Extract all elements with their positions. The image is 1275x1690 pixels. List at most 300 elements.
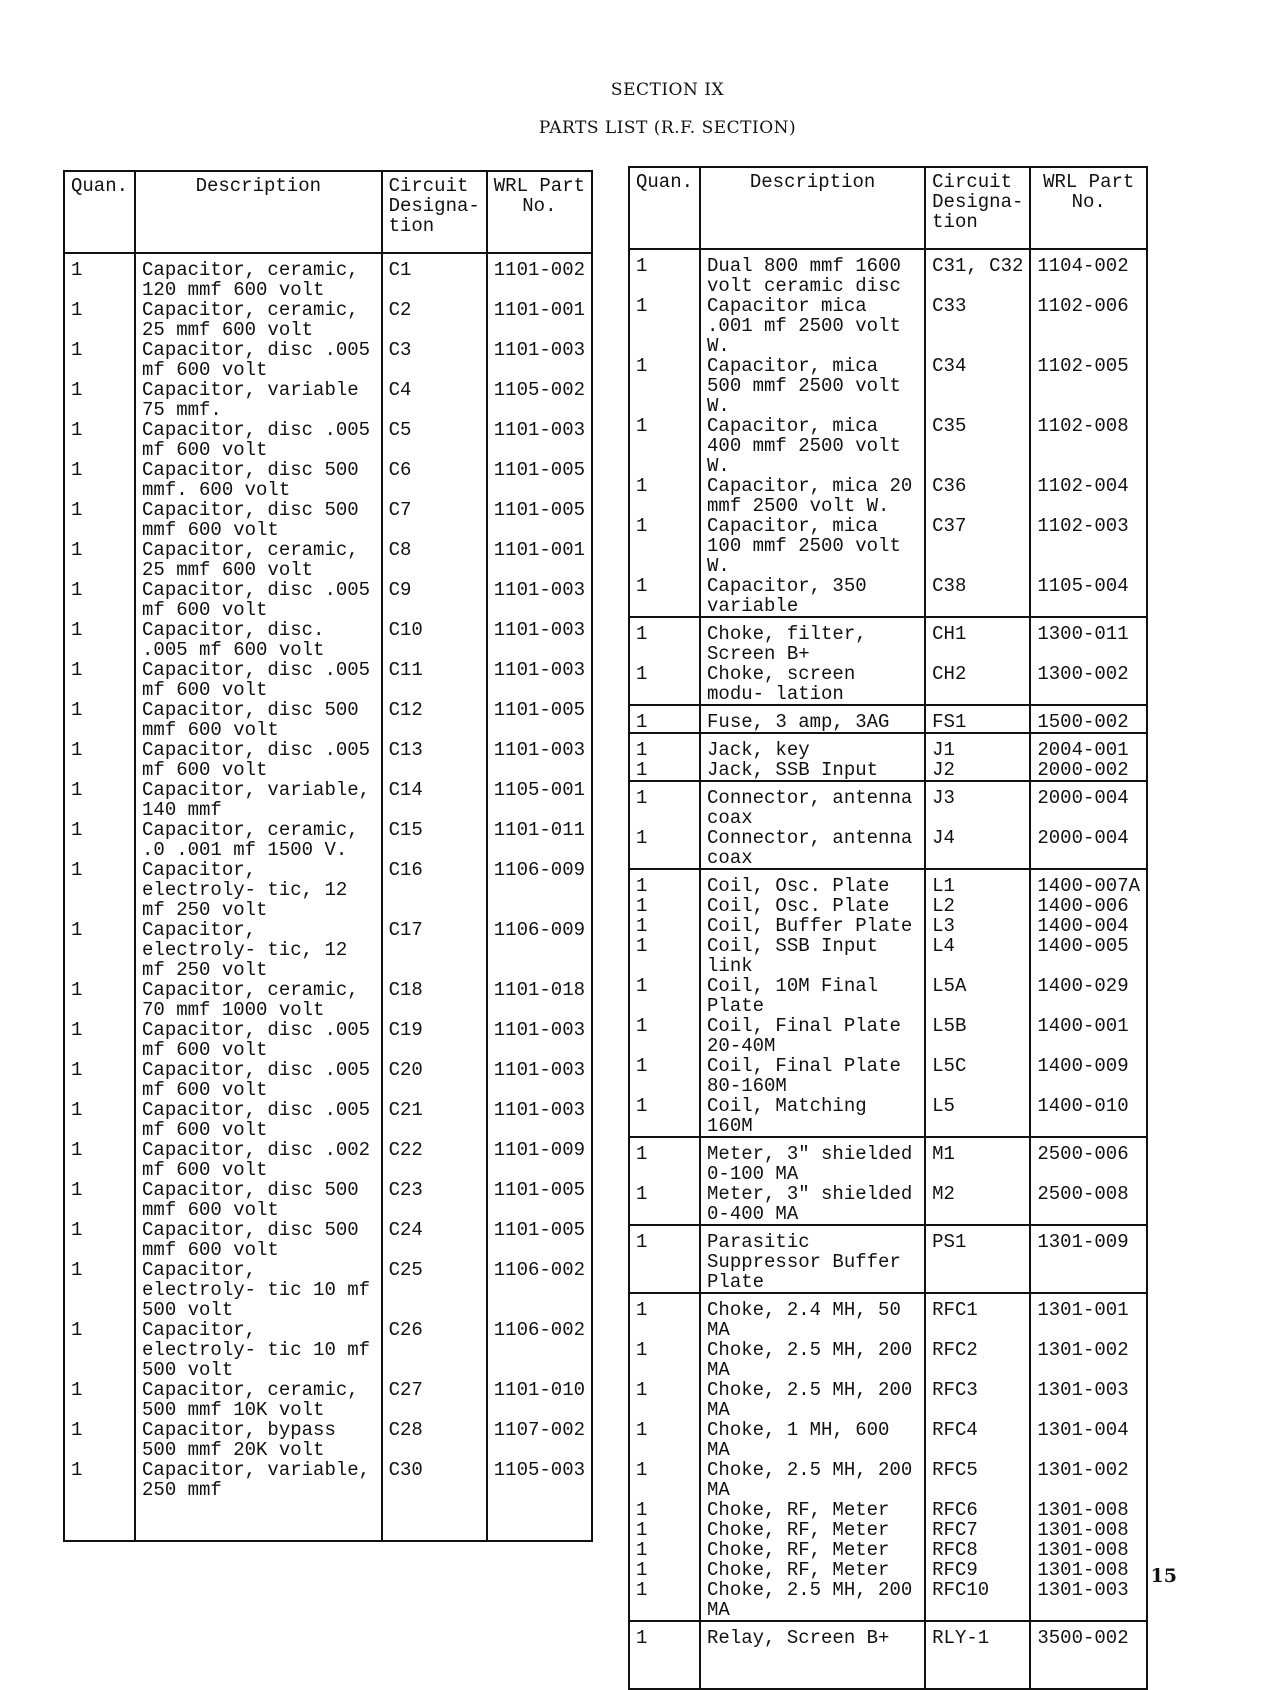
circuit-designation-cell: M1: [925, 1137, 1030, 1184]
part-number-cell: 2000-004: [1030, 781, 1147, 828]
part-number-cell: 1102-003: [1030, 516, 1147, 576]
part-number-cell: 1400-007A: [1030, 869, 1147, 896]
description-cell: Capacitor, ceramic, 500 mmf 10K volt: [135, 1380, 382, 1420]
circuit-designation-cell: L5C: [925, 1056, 1030, 1096]
description-cell: Choke, RF, Meter: [700, 1560, 925, 1580]
part-number-cell: 1101-005: [487, 500, 592, 540]
parts-table-right: [628, 166, 1148, 1690]
circuit-designation-cell: C28: [382, 1420, 487, 1460]
quantity-cell: 1: [629, 1016, 700, 1056]
table-row: [629, 976, 1147, 1016]
quantity-cell: 1: [629, 356, 700, 416]
part-number-cell: 1300-011: [1030, 617, 1147, 664]
part-number-cell: 1301-008: [1030, 1520, 1147, 1540]
description-cell: Capacitor, ceramic, 25 mmf 600 volt: [135, 300, 382, 340]
quantity-cell: 1: [64, 1100, 135, 1140]
quantity-cell: 1: [629, 1380, 700, 1420]
table-row: [629, 1096, 1147, 1137]
description-cell: Capacitor, disc .002 mf 600 volt: [135, 1140, 382, 1180]
circuit-designation-cell: C5: [382, 420, 487, 460]
table-row: [629, 1500, 1147, 1520]
quantity-cell: 1: [64, 780, 135, 820]
circuit-designation-cell: C12: [382, 700, 487, 740]
description-cell: Coil, 10M Final Plate: [700, 976, 925, 1016]
quantity-cell: 1: [64, 700, 135, 740]
circuit-designation-cell: C37: [925, 516, 1030, 576]
circuit-designation-cell: C23: [382, 1180, 487, 1220]
circuit-designation-cell: L2: [925, 896, 1030, 916]
quantity-cell: 1: [629, 664, 700, 705]
quantity-cell: 1: [629, 828, 700, 869]
part-number-cell: 1301-008: [1030, 1540, 1147, 1560]
circuit-designation-cell: RFC5: [925, 1460, 1030, 1500]
circuit-designation-cell: J4: [925, 828, 1030, 869]
circuit-designation-cell: M2: [925, 1184, 1030, 1225]
description-cell: Parasitic Suppressor Buffer Plate: [700, 1225, 925, 1293]
circuit-designation-cell: RFC4: [925, 1420, 1030, 1460]
parts-table-right-body: [629, 249, 1147, 1689]
part-number-cell: 1300-002: [1030, 664, 1147, 705]
table-row: [629, 869, 1147, 896]
quantity-cell: 1: [64, 1020, 135, 1060]
circuit-designation-cell: C17: [382, 920, 487, 980]
description-cell: Capacitor, mica 400 mmf 2500 volt W.: [700, 416, 925, 476]
part-number-cell: 1101-011: [487, 820, 592, 860]
table-row: [64, 660, 592, 700]
quantity-cell: 1: [629, 916, 700, 936]
quantity-cell: 1: [64, 540, 135, 580]
quantity-cell: 1: [64, 820, 135, 860]
part-number-cell: 1106-009: [487, 860, 592, 920]
table-row: [629, 664, 1147, 705]
quantity-cell: 1: [64, 420, 135, 460]
col-header-description: Description: [700, 167, 925, 249]
circuit-designation-cell: RFC9: [925, 1560, 1030, 1580]
table-row: [629, 1520, 1147, 1540]
description-cell: Choke, RF, Meter: [700, 1500, 925, 1520]
part-number-cell: 1102-004: [1030, 476, 1147, 516]
table-row: [629, 617, 1147, 664]
description-cell: Capacitor, disc. .005 mf 600 volt: [135, 620, 382, 660]
part-number-cell: 2500-006: [1030, 1137, 1147, 1184]
part-number-cell: 1400-029: [1030, 976, 1147, 1016]
table-row: [629, 576, 1147, 617]
description-cell: Capacitor, variable 75 mmf.: [135, 380, 382, 420]
circuit-designation-cell: FS1: [925, 705, 1030, 733]
table-row: [64, 1060, 592, 1100]
description-cell: Capacitor, disc .005 mf 600 volt: [135, 420, 382, 460]
section-heading: SECTION IX: [610, 80, 725, 100]
circuit-designation-cell: RFC8: [925, 1540, 1030, 1560]
circuit-designation-cell: RFC6: [925, 1500, 1030, 1520]
table-row: [64, 1140, 592, 1180]
part-number-cell: 1301-002: [1030, 1460, 1147, 1500]
table-row: [629, 249, 1147, 296]
circuit-designation-cell: C27: [382, 1380, 487, 1420]
table-row: [64, 340, 592, 380]
part-number-cell: 1101-003: [487, 740, 592, 780]
quantity-cell: 1: [64, 620, 135, 660]
table-row: [64, 780, 592, 820]
description-cell: Capacitor, mica 100 mmf 2500 volt W.: [700, 516, 925, 576]
part-number-cell: 1102-006: [1030, 296, 1147, 356]
quantity-cell: 1: [64, 253, 135, 300]
description-cell: Choke, 2.5 MH, 200 MA: [700, 1340, 925, 1380]
table-row: [64, 700, 592, 740]
description-cell: Jack, key: [700, 733, 925, 760]
part-number-cell: 1101-003: [487, 1060, 592, 1100]
circuit-designation-cell: RFC7: [925, 1520, 1030, 1540]
circuit-designation-cell: C36: [925, 476, 1030, 516]
circuit-designation-cell: C8: [382, 540, 487, 580]
quantity-cell: 1: [64, 740, 135, 780]
circuit-designation-cell: C34: [925, 356, 1030, 416]
quantity-cell: 1: [64, 1180, 135, 1220]
table-row: [629, 936, 1147, 976]
quantity-cell: 1: [629, 416, 700, 476]
quantity-cell: 1: [629, 1621, 700, 1648]
quantity-cell: 1: [64, 1320, 135, 1380]
part-number-cell: 1101-003: [487, 340, 592, 380]
description-cell: Connector, antenna coax: [700, 828, 925, 869]
description-cell: Capacitor, ceramic, 120 mmf 600 volt: [135, 253, 382, 300]
quantity-cell: 1: [629, 249, 700, 296]
quantity-cell: 1: [629, 476, 700, 516]
description-cell: Dual 800 mmf 1600 volt ceramic disc: [700, 249, 925, 296]
circuit-designation-cell: L5: [925, 1096, 1030, 1137]
part-number-cell: 1105-004: [1030, 576, 1147, 617]
circuit-designation-cell: L5B: [925, 1016, 1030, 1056]
description-cell: Capacitor, electroly- tic, 12 mf 250 volt: [135, 920, 382, 980]
description-cell: Coil, Osc. Plate: [700, 896, 925, 916]
circuit-designation-cell: RLY-1: [925, 1621, 1030, 1648]
col-header-description: Description: [135, 171, 382, 253]
circuit-designation-cell: RFC1: [925, 1293, 1030, 1340]
circuit-designation-cell: C14: [382, 780, 487, 820]
description-cell: Capacitor, ceramic, 70 mmf 1000 volt: [135, 980, 382, 1020]
description-cell: Choke, 2.5 MH, 200 MA: [700, 1580, 925, 1621]
description-cell: Capacitor, mica 500 mmf 2500 volt W.: [700, 356, 925, 416]
table-row: [629, 760, 1147, 781]
description-cell: Choke, 2.5 MH, 200 MA: [700, 1380, 925, 1420]
part-number-cell: 1104-002: [1030, 249, 1147, 296]
table-filler-row: [64, 1500, 592, 1541]
circuit-designation-cell: C3: [382, 340, 487, 380]
table-header-row: [64, 171, 592, 253]
description-cell: Capacitor, electroly- tic 10 mf 500 volt: [135, 1320, 382, 1380]
part-number-cell: 1301-004: [1030, 1420, 1147, 1460]
part-number-cell: 1106-009: [487, 920, 592, 980]
part-number-cell: 1101-018: [487, 980, 592, 1020]
circuit-designation-cell: J1: [925, 733, 1030, 760]
circuit-designation-cell: RFC10: [925, 1580, 1030, 1621]
circuit-designation-cell: PS1: [925, 1225, 1030, 1293]
table-row: [629, 516, 1147, 576]
part-number-cell: 2500-008: [1030, 1184, 1147, 1225]
description-cell: Connector, antenna coax: [700, 781, 925, 828]
table-row: [64, 820, 592, 860]
table-row: [64, 740, 592, 780]
table-row: [64, 1220, 592, 1260]
part-number-cell: 1101-003: [487, 420, 592, 460]
table-row: [64, 1020, 592, 1060]
quantity-cell: 1: [64, 340, 135, 380]
quantity-cell: 1: [629, 733, 700, 760]
part-number-cell: 3500-002: [1030, 1621, 1147, 1648]
table-row: [629, 1420, 1147, 1460]
description-cell: Fuse, 3 amp, 3AG: [700, 705, 925, 733]
description-cell: Capacitor, disc .005 mf 600 volt: [135, 580, 382, 620]
circuit-designation-cell: J2: [925, 760, 1030, 781]
quantity-cell: 1: [64, 660, 135, 700]
circuit-designation-cell: C15: [382, 820, 487, 860]
table-row: [64, 1180, 592, 1220]
quantity-cell: 1: [629, 1293, 700, 1340]
table-row: [629, 1540, 1147, 1560]
quantity-cell: 1: [64, 860, 135, 920]
empty-cell: [629, 1648, 700, 1689]
circuit-designation-cell: L1: [925, 869, 1030, 896]
circuit-designation-cell: C31, C32: [925, 249, 1030, 296]
circuit-designation-cell: C10: [382, 620, 487, 660]
quantity-cell: 1: [629, 1096, 700, 1137]
table-row: [629, 1380, 1147, 1420]
table-row: [629, 916, 1147, 936]
table-row: [64, 1260, 592, 1320]
part-number-cell: 1400-009: [1030, 1056, 1147, 1096]
quantity-cell: 1: [64, 1220, 135, 1260]
quantity-cell: 1: [629, 896, 700, 916]
part-number-cell: 1301-003: [1030, 1580, 1147, 1621]
table-row: [629, 1137, 1147, 1184]
table-row: [64, 500, 592, 540]
description-cell: Choke, RF, Meter: [700, 1540, 925, 1560]
part-number-cell: 1301-002: [1030, 1340, 1147, 1380]
circuit-designation-cell: C13: [382, 740, 487, 780]
description-cell: Choke, 2.4 MH, 50 MA: [700, 1293, 925, 1340]
part-number-cell: 1101-003: [487, 1100, 592, 1140]
part-number-cell: 1102-005: [1030, 356, 1147, 416]
part-number-cell: 2000-004: [1030, 828, 1147, 869]
part-number-cell: 1400-006: [1030, 896, 1147, 916]
table-row: [629, 1016, 1147, 1056]
description-cell: Capacitor, disc 500 mmf 600 volt: [135, 500, 382, 540]
circuit-designation-cell: C7: [382, 500, 487, 540]
quantity-cell: 1: [64, 500, 135, 540]
quantity-cell: 1: [629, 1225, 700, 1293]
part-number-cell: 1101-003: [487, 620, 592, 660]
col-header-quan: Quan.: [629, 167, 700, 249]
part-number-cell: 1400-005: [1030, 936, 1147, 976]
circuit-designation-cell: C35: [925, 416, 1030, 476]
quantity-cell: 1: [629, 576, 700, 617]
description-cell: Capacitor, disc .005 mf 600 volt: [135, 1060, 382, 1100]
circuit-designation-cell: C24: [382, 1220, 487, 1260]
description-cell: Choke, 2.5 MH, 200 MA: [700, 1460, 925, 1500]
quantity-cell: 1: [64, 380, 135, 420]
col-header-circuit: Circuit Designa- tion: [382, 171, 487, 253]
description-cell: Capacitor, bypass 500 mmf 20K volt: [135, 1420, 382, 1460]
table-row: [629, 1056, 1147, 1096]
part-number-cell: 1101-003: [487, 1020, 592, 1060]
table-row: [64, 253, 592, 300]
circuit-designation-cell: L5A: [925, 976, 1030, 1016]
circuit-designation-cell: C33: [925, 296, 1030, 356]
part-number-cell: 1101-005: [487, 700, 592, 740]
description-cell: Capacitor, 350 variable: [700, 576, 925, 617]
quantity-cell: 1: [64, 1260, 135, 1320]
table-row: [629, 1580, 1147, 1621]
quantity-cell: 1: [64, 300, 135, 340]
circuit-designation-cell: C1: [382, 253, 487, 300]
description-cell: Capacitor mica .001 mf 2500 volt W.: [700, 296, 925, 356]
part-number-cell: 1105-003: [487, 1460, 592, 1500]
quantity-cell: 1: [629, 1460, 700, 1500]
part-number-cell: 1301-009: [1030, 1225, 1147, 1293]
description-cell: Coil, SSB Input link: [700, 936, 925, 976]
empty-cell: [487, 1500, 592, 1541]
table-row: [64, 980, 592, 1020]
col-header-circuit: Circuit Designa- tion: [925, 167, 1030, 249]
table-row: [64, 860, 592, 920]
description-cell: Jack, SSB Input: [700, 760, 925, 781]
part-number-cell: 1101-003: [487, 660, 592, 700]
part-number-cell: 1101-005: [487, 1220, 592, 1260]
part-number-cell: 1301-001: [1030, 1293, 1147, 1340]
table-row: [629, 1340, 1147, 1380]
table-row: [64, 1320, 592, 1380]
part-number-cell: 1101-005: [487, 1180, 592, 1220]
part-number-cell: 2000-002: [1030, 760, 1147, 781]
circuit-designation-cell: C30: [382, 1460, 487, 1500]
empty-cell: [64, 1500, 135, 1541]
table-row: [64, 540, 592, 580]
quantity-cell: 1: [629, 1340, 700, 1380]
col-header-part: WRL Part No.: [487, 171, 592, 253]
description-cell: Choke, screen modu- lation: [700, 664, 925, 705]
part-number-cell: 1105-002: [487, 380, 592, 420]
quantity-cell: 1: [629, 1520, 700, 1540]
table-row: [629, 1225, 1147, 1293]
description-cell: Coil, Final Plate 20-40M: [700, 1016, 925, 1056]
circuit-designation-cell: C38: [925, 576, 1030, 617]
description-cell: Capacitor, ceramic, .0 .001 mf 1500 V.: [135, 820, 382, 860]
circuit-designation-cell: C11: [382, 660, 487, 700]
quantity-cell: 1: [64, 1380, 135, 1420]
circuit-designation-cell: C16: [382, 860, 487, 920]
part-number-cell: 1301-008: [1030, 1560, 1147, 1580]
description-cell: Capacitor, mica 20 mmf 2500 volt W.: [700, 476, 925, 516]
description-cell: Capacitor, ceramic, 25 mmf 600 volt: [135, 540, 382, 580]
description-cell: Capacitor, electroly- tic, 12 mf 250 volt: [135, 860, 382, 920]
circuit-designation-cell: C4: [382, 380, 487, 420]
circuit-designation-cell: C9: [382, 580, 487, 620]
circuit-designation-cell: J3: [925, 781, 1030, 828]
quantity-cell: 1: [629, 1056, 700, 1096]
circuit-designation-cell: CH1: [925, 617, 1030, 664]
page-number: 15: [1150, 1565, 1177, 1587]
circuit-designation-cell: C18: [382, 980, 487, 1020]
quantity-cell: 1: [629, 705, 700, 733]
table-row: [629, 705, 1147, 733]
quantity-cell: 1: [629, 1420, 700, 1460]
quantity-cell: 1: [629, 1580, 700, 1621]
table-row: [629, 1293, 1147, 1340]
empty-cell: [925, 1648, 1030, 1689]
col-header-part: WRL Part No.: [1030, 167, 1147, 249]
col-header-quan: Quan.: [64, 171, 135, 253]
description-cell: Capacitor, disc .005 mf 600 volt: [135, 340, 382, 380]
parts-table-left-body: [64, 253, 592, 1541]
description-cell: Coil, Final Plate 80-160M: [700, 1056, 925, 1096]
part-number-cell: 1301-008: [1030, 1500, 1147, 1520]
description-cell: Coil, Buffer Plate: [700, 916, 925, 936]
table-row: [629, 1184, 1147, 1225]
quantity-cell: 1: [64, 920, 135, 980]
description-cell: Meter, 3" shielded 0-100 MA: [700, 1137, 925, 1184]
part-number-cell: 1102-008: [1030, 416, 1147, 476]
table-row: [629, 416, 1147, 476]
quantity-cell: 1: [629, 781, 700, 828]
table-row: [64, 620, 592, 660]
part-number-cell: 1101-005: [487, 460, 592, 500]
table-row: [629, 828, 1147, 869]
circuit-designation-cell: C6: [382, 460, 487, 500]
part-number-cell: 1106-002: [487, 1260, 592, 1320]
table-row: [64, 1100, 592, 1140]
quantity-cell: 1: [629, 1540, 700, 1560]
parts-table-left: [63, 170, 593, 1542]
circuit-designation-cell: C20: [382, 1060, 487, 1100]
quantity-cell: 1: [629, 617, 700, 664]
circuit-designation-cell: C26: [382, 1320, 487, 1380]
quantity-cell: 1: [629, 296, 700, 356]
description-cell: Capacitor, disc 500 mmf 600 volt: [135, 1220, 382, 1260]
circuit-designation-cell: C19: [382, 1020, 487, 1060]
description-cell: Capacitor, disc 500 mmf. 600 volt: [135, 460, 382, 500]
description-cell: Capacitor, disc 500 mmf 600 volt: [135, 700, 382, 740]
table-row: [64, 580, 592, 620]
quantity-cell: 1: [629, 1500, 700, 1520]
description-cell: Capacitor, disc .005 mf 600 volt: [135, 1100, 382, 1140]
table-row: [629, 476, 1147, 516]
quantity-cell: 1: [629, 1560, 700, 1580]
description-cell: Choke, 1 MH, 600 MA: [700, 1420, 925, 1460]
description-cell: Coil, Osc. Plate: [700, 869, 925, 896]
table-row: [629, 1621, 1147, 1648]
quantity-cell: 1: [64, 580, 135, 620]
quantity-cell: 1: [629, 760, 700, 781]
part-number-cell: 1301-003: [1030, 1380, 1147, 1420]
table-row: [629, 781, 1147, 828]
circuit-designation-cell: L3: [925, 916, 1030, 936]
quantity-cell: 1: [629, 1137, 700, 1184]
empty-cell: [135, 1500, 382, 1541]
quantity-cell: 1: [629, 936, 700, 976]
description-cell: Choke, filter, Screen B+: [700, 617, 925, 664]
part-number-cell: 1500-002: [1030, 705, 1147, 733]
part-number-cell: 1101-009: [487, 1140, 592, 1180]
circuit-designation-cell: CH2: [925, 664, 1030, 705]
table-row: [64, 920, 592, 980]
circuit-designation-cell: C21: [382, 1100, 487, 1140]
part-number-cell: 1101-002: [487, 253, 592, 300]
table-row: [64, 380, 592, 420]
description-cell: Capacitor, disc .005 mf 600 volt: [135, 660, 382, 700]
empty-cell: [1030, 1648, 1147, 1689]
quantity-cell: 1: [64, 980, 135, 1020]
quantity-cell: 1: [629, 1184, 700, 1225]
